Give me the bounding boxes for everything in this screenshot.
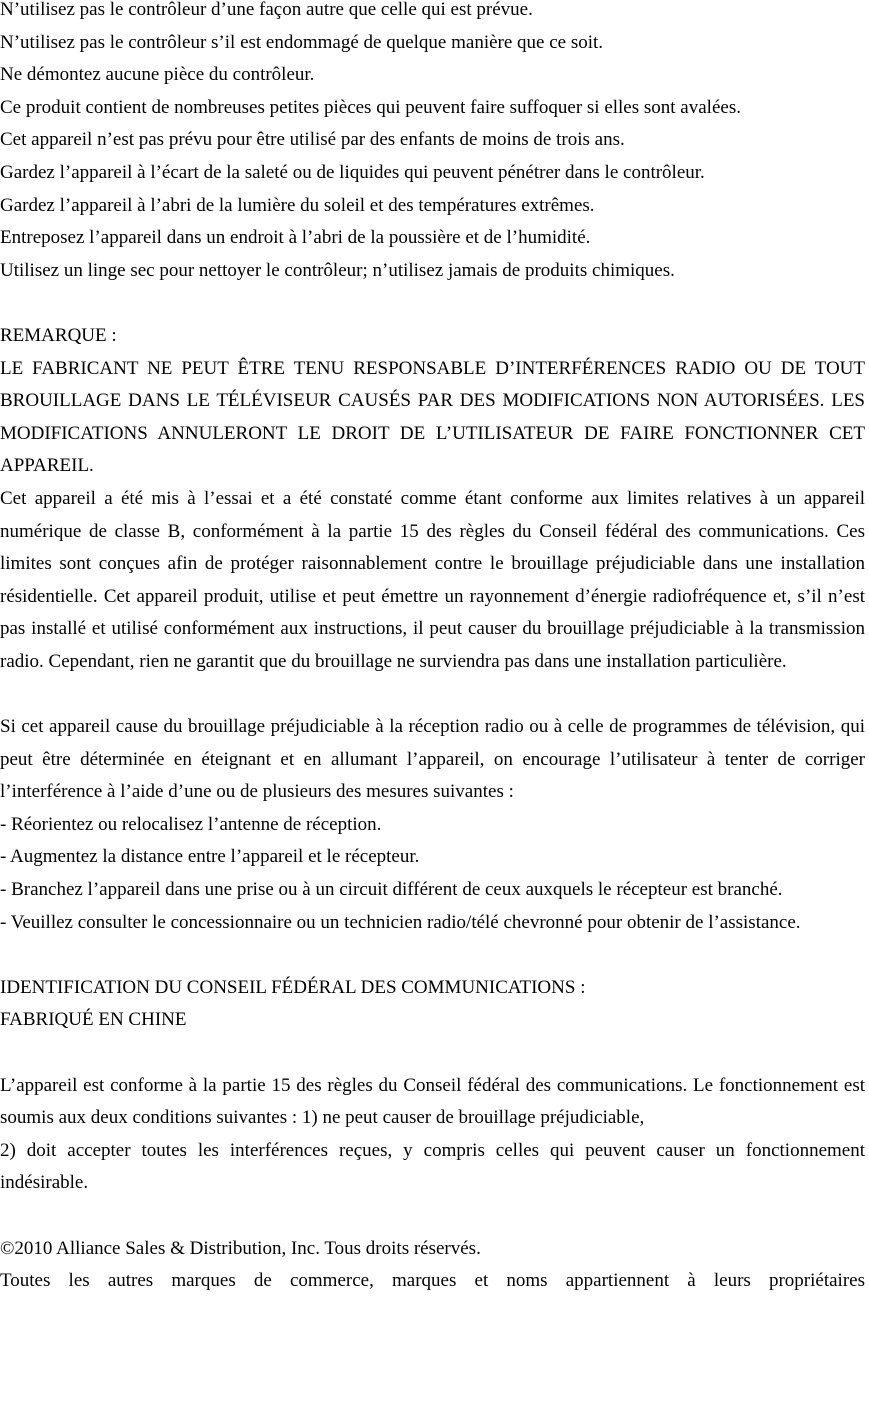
manufacturer-warning: LE FABRICANT NE PEUT ÊTRE TENU RESPONSABLE D’INTERFÉRENCES RADIO OU DE TOUT BROUILLAGE DANS LE TÉLÉVISEUR CAUSÉS PAR DES MODIFICATIONS NON AUTORISÉES. LES MODIFICATIONS ANNULERONT LE DROIT DE L’UTILISATEUR DE FAIRE FONCTIONNER CET APPAREIL. (0, 357, 865, 477)
safety-line: N’utilisez pas le contrôleur s’il est endommagé de quelque manière que ce soit. (0, 31, 604, 53)
interference-measure: - Réorientez ou relocalisez l’antenne de réception. (0, 813, 382, 835)
made-in-china: FABRIQUÉ EN CHINE (0, 1009, 187, 1031)
remark-heading: REMARQUE : (0, 324, 117, 346)
safety-line: Cet appareil n’est pas prévu pour être utilisé par des enfants de moins de trois ans. (0, 129, 625, 151)
fcc-identification-heading: IDENTIFICATION DU CONSEIL FÉDÉRAL DES COMMUNICATIONS : (0, 976, 586, 998)
interference-section (0, 711, 865, 939)
safety-instructions (0, 0, 865, 287)
safety-line: Gardez l’appareil à l’écart de la saleté ou de liquides qui peuvent pénétrer dans le contrôleur. (0, 161, 705, 183)
copyright-notice: ©2010 Alliance Sales & Distribution, Inc. Tous droits réservés. (0, 1237, 481, 1259)
safety-line: Entreposez l’appareil dans un endroit à l’abri de la poussière et de l’humidité. (0, 227, 591, 249)
paragraph-spacer (0, 939, 865, 972)
conformity-section (0, 1070, 865, 1200)
safety-line: Utilisez un linge sec pour nettoyer le contrôleur; n’utilisez jamais de produits chimiques. (0, 259, 675, 281)
safety-line: Ne démontez aucune pièce du contrôleur. (0, 64, 315, 86)
trademark-notice: Toutes les autres marques de commerce, marques et noms appartiennent à leurs propriétaires (0, 1270, 865, 1292)
identification-section (0, 972, 865, 1037)
remark-section (0, 320, 865, 679)
class-b-compliance: Cet appareil a été mis à l’essai et a été constaté comme étant conforme aux limites relatives à un appareil numérique de classe B, conformément à la partie 15 des règles du Conseil fédéral des communications. Ces limites sont conçues afin de protéger raisonnablement contre le brouillage préjudiciable dans une installation résidentielle. Cet appareil produit, utilise et peut émettre un rayonnement d’énergie radiofréquence et, s’il n’est pas installé et utilisé conformément aux instructions, il peut causer du brouillage préjudiciable à la transmission radio. Cependant, rien ne garantit que du brouillage ne surviendra pas dans une installation particulière. (0, 487, 865, 672)
paragraph-spacer (0, 287, 865, 320)
paragraph-spacer (0, 1200, 865, 1233)
interference-measure: - Branchez l’appareil dans une prise ou à un circuit différent de ceux auxquels le récepteur est branché. (0, 879, 783, 901)
safety-line: Ce produit contient de nombreuses petites pièces qui peuvent faire suffoquer si elles sont avalées. (0, 96, 741, 118)
paragraph-spacer (0, 1037, 865, 1070)
paragraph-spacer (0, 678, 865, 711)
safety-line: Gardez l’appareil à l’abri de la lumière du soleil et des températures extrêmes. (0, 194, 595, 216)
safety-line: N’utilisez pas le contrôleur d’une façon autre que celle qui est prévue. (0, 0, 533, 20)
interference-intro: Si cet appareil cause du brouillage préjudiciable à la réception radio ou à celle de programmes de télévision, qui peut être déterminée en éteignant et en allumant l’appareil, on encourage l’utilisateur à tenter de corriger l’interférence à l’aide d’une ou de plusieurs des mesures suivantes : (0, 716, 865, 803)
conformity-statement: L’appareil est conforme à la partie 15 des règles du Conseil fédéral des communications. Le fonctionnement est soumis aux deux conditions suivantes : 1) ne peut causer de brouillage préjudiciable, (0, 1074, 865, 1129)
conformity-condition-2: 2) doit accepter toutes les interférences reçues, y compris celles qui peuvent causer un fonctionnement indésirable. (0, 1139, 865, 1194)
interference-measure: - Augmentez la distance entre l’appareil et le récepteur. (0, 846, 420, 868)
footer-section (0, 1233, 865, 1298)
interference-measure: - Veuillez consulter le concessionnaire ou un technicien radio/télé chevronné pour obtenir de l’assistance. (0, 911, 801, 933)
